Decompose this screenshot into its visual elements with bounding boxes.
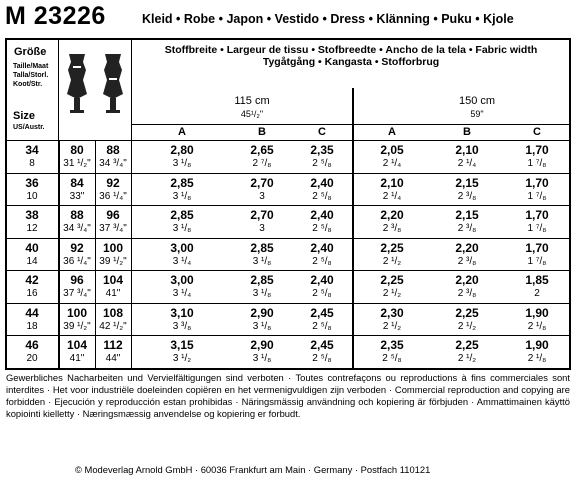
hip-cm: 104 — [102, 273, 124, 287]
yardage-yards: 3 ¹/₈ — [252, 288, 272, 299]
bust-cm: 92 — [70, 240, 84, 255]
col-a-115: A — [178, 126, 186, 138]
yardage-yards: 2 ¹/₄ — [382, 158, 402, 169]
yardage-meters: 2,30 — [380, 305, 404, 320]
cell-divider — [95, 239, 96, 271]
yardage-yards: 1 ⁷/₈ — [527, 255, 547, 267]
yardage-meters: 2,25 — [380, 240, 404, 255]
yardage-yards: 3 ¹/₈ — [252, 320, 272, 332]
bust-inches: 41" — [69, 353, 85, 364]
yardage-meters: 2,40 — [310, 240, 334, 255]
header — [5, 2, 571, 38]
yardage-meters: 2,85 — [170, 208, 194, 222]
size-us: 10 — [26, 190, 38, 202]
yardage-yards: 2 ³/₈ — [457, 288, 477, 299]
bust-inches: 36 ¹/₄" — [63, 255, 91, 267]
hip-cm: 112 — [103, 338, 123, 352]
yardage-meters: 2,80 — [170, 143, 194, 157]
copyright-notice: Gewerbliches Nacharbeiten und Vervielfältigungen sind verboten · Toutes contrefaçons ou reproductions à fins commerciales sont interdites · Het voor industriële doeleinden copiëren en het vermenigvuldigen zijn verboden · Commercial reproduction and copying are forbidden · Ejecución y reproducción estan prohibidas · Näringsmässig användning och kopiering är förbjuden · Ammattimainen käyttö kopiointi kielletty · Næringsmæssig anvendelse og kopiering er forbudt. — [6, 372, 570, 420]
size-eu: 42 — [25, 273, 39, 287]
yardage-yards: 2 ¹/₈ — [527, 353, 547, 364]
yardage-meters: 2,20 — [380, 208, 404, 222]
yardage-yards: 2 ⁵/₈ — [312, 255, 332, 267]
col-a-150: A — [388, 126, 396, 138]
yardage-yards: 1 ⁷/₈ — [527, 158, 547, 169]
hip-cm: 96 — [106, 208, 120, 222]
size-us: 14 — [26, 255, 38, 267]
cell-divider — [95, 174, 96, 206]
yardage-yards: 2 ¹/₂ — [457, 320, 477, 332]
yardage-meters: 2,40 — [310, 208, 334, 222]
size-eu: 40 — [25, 240, 39, 255]
yardage-yards: 2 ⁵/₈ — [312, 288, 332, 299]
yardage-meters: 2,40 — [310, 273, 334, 287]
bust-cm: 100 — [66, 305, 88, 320]
yardage-yards: 3 ³/₈ — [172, 320, 192, 332]
fabric-width-title: Stoffbreite • Largeur de tissu • Stofbreedte • Ancho de la tela • Fabric width Tygåtgång • Kangasta • Stofforbrug — [164, 44, 538, 68]
yardage-yards: 2 ⁵/₈ — [312, 158, 332, 169]
yardage-yards: 2 ¹/₂ — [382, 288, 402, 299]
cell-divider — [59, 174, 60, 206]
yardage-meters: 2,45 — [310, 338, 334, 352]
yardage-meters: 2,20 — [455, 240, 479, 255]
size-eu: 46 — [25, 338, 39, 352]
yardage-meters: 1,85 — [525, 273, 549, 287]
table-row — [7, 140, 569, 172]
yardage-meters: 2,90 — [250, 305, 274, 320]
bust-inches: 37 ³/₄" — [63, 288, 91, 299]
yardage-yards: 2 ¹/₂ — [382, 255, 402, 267]
yardage-yards: 2 ⁵/₈ — [312, 190, 332, 202]
yardage-meters: 3,15 — [170, 338, 194, 352]
table-row — [7, 303, 569, 335]
yardage-meters: 2,40 — [310, 175, 334, 190]
col-b-150: B — [463, 126, 471, 138]
yardage-yards: 3 ¹/₈ — [252, 255, 272, 267]
yardage-yards: 2 ¹/₄ — [457, 158, 477, 169]
header-separator — [131, 124, 571, 125]
hip-cm: 88 — [106, 143, 120, 157]
yardage-yards: 2 ⁵/₈ — [312, 223, 332, 234]
yardage-yards: 3 ¹/₂ — [172, 353, 192, 364]
size-table — [5, 38, 571, 370]
publisher-line: © Modeverlag Arnold GmbH · 60036 Frankfurt am Main · Germany · Postfach 110121 — [75, 464, 431, 475]
size-eu: 44 — [25, 305, 39, 320]
cell-divider — [59, 141, 60, 173]
hip-inches: 36 ¹/₄" — [99, 190, 127, 202]
size-eu: 36 — [25, 175, 39, 190]
yardage-meters: 2,65 — [250, 143, 274, 157]
yardage-meters: 2,15 — [455, 175, 479, 190]
size-us: 12 — [26, 223, 38, 234]
cell-divider — [59, 239, 60, 271]
hip-cm: 100 — [102, 240, 124, 255]
col-c-115: C — [318, 126, 326, 138]
yardage-yards: 3 — [259, 223, 265, 234]
yardage-yards: 3 — [259, 190, 265, 202]
size-label-de: Größe — [14, 46, 47, 58]
yardage-meters: 2,90 — [250, 338, 274, 352]
yardage-yards: 2 ¹/₂ — [457, 353, 477, 364]
yardage-yards: 3 ¹/₈ — [172, 190, 192, 202]
yardage-yards: 2 — [534, 288, 540, 299]
yardage-meters: 1,90 — [525, 338, 549, 352]
cell-divider — [95, 206, 96, 238]
yardage-yards: 1 ⁷/₈ — [527, 190, 547, 202]
yardage-yards: 3 ¹/₄ — [172, 255, 192, 267]
yardage-meters: 2,15 — [455, 208, 479, 222]
bust-inches: 34 ³/₄" — [63, 223, 91, 234]
size-label-us-sub: US/Austr. — [13, 124, 45, 131]
table-row — [7, 270, 569, 302]
table-row — [7, 238, 569, 270]
hip-inches: 44" — [105, 353, 121, 364]
yardage-yards: 2 ³/₈ — [382, 223, 402, 234]
hip-cm: 108 — [102, 305, 124, 320]
yardage-yards: 3 ¹/₈ — [172, 158, 192, 169]
size-label-us: Size — [13, 110, 36, 122]
hip-cm: 92 — [106, 175, 120, 190]
table-row — [7, 205, 569, 237]
yardage-meters: 2,35 — [310, 143, 334, 157]
cell-divider — [59, 206, 60, 238]
cell-divider — [95, 336, 96, 368]
cell-divider — [59, 271, 60, 303]
yardage-yards: 3 ¹/₄ — [172, 288, 192, 299]
yardage-yards: 2 ¹/₈ — [527, 320, 547, 332]
bust-cm: 104 — [66, 338, 88, 352]
yardage-meters: 2,35 — [380, 338, 404, 352]
hip-inches: 34 ³/₄" — [99, 158, 127, 169]
size-eu: 34 — [25, 143, 39, 157]
col-c-150: C — [533, 126, 541, 138]
yardage-meters: 2,20 — [455, 273, 479, 287]
yardage-yards: 3 ¹/₈ — [172, 223, 192, 234]
yardage-yards: 2 ³/₈ — [457, 255, 477, 267]
pattern-code: M 23226 — [5, 2, 106, 30]
yardage-meters: 2,70 — [250, 208, 274, 222]
cell-divider — [95, 141, 96, 173]
bust-inches: 31 ¹/₂" — [63, 158, 91, 169]
cell-divider — [59, 304, 60, 336]
yardage-meters: 1,90 — [525, 305, 549, 320]
width-115-inches: 45¹/₂" — [240, 109, 264, 119]
size-us: 18 — [26, 320, 38, 332]
yardage-meters: 2,85 — [170, 175, 194, 190]
yardage-meters: 2,70 — [250, 175, 274, 190]
yardage-yards: 2 ¹/₂ — [382, 320, 402, 332]
yardage-yards: 2 ⁷/₈ — [252, 158, 272, 169]
cell-divider — [95, 271, 96, 303]
size-label-sub: Taille/Maat Talla/Storl. Koot/Str. — [13, 63, 49, 88]
yardage-yards: 2 ³/₈ — [457, 223, 477, 234]
cell-divider — [95, 304, 96, 336]
table-row — [7, 335, 569, 367]
yardage-meters: 1,70 — [525, 208, 549, 222]
yardage-meters: 2,85 — [250, 240, 274, 255]
width-150-inches: 59" — [470, 109, 484, 119]
yardage-meters: 2,25 — [455, 305, 479, 320]
yardage-yards: 3 ¹/₈ — [252, 353, 272, 364]
yardage-meters: 1,70 — [525, 175, 549, 190]
cell-divider — [59, 336, 60, 368]
hip-inches: 42 ¹/₂" — [99, 320, 127, 332]
yardage-meters: 2,85 — [250, 273, 274, 287]
body-figures — [59, 40, 131, 140]
yardage-meters: 1,70 — [525, 143, 549, 157]
hip-inches: 41" — [105, 288, 121, 299]
yardage-yards: 1 ⁷/₈ — [527, 223, 547, 234]
yardage-meters: 2,25 — [380, 273, 404, 287]
body-figures-icon — [59, 48, 131, 118]
bust-cm: 80 — [70, 143, 84, 157]
bust-cm: 84 — [70, 175, 84, 190]
width-115: 115 cm — [234, 95, 270, 107]
yardage-yards: 2 ¹/₄ — [382, 190, 402, 202]
yardage-meters: 2,10 — [380, 175, 404, 190]
yardage-meters: 2,05 — [380, 143, 404, 157]
hip-inches: 37 ³/₄" — [99, 223, 127, 234]
size-eu: 38 — [25, 208, 39, 222]
yardage-yards: 2 ⁵/₈ — [312, 353, 332, 364]
col-b-115: B — [258, 126, 266, 138]
yardage-meters: 3,10 — [170, 305, 194, 320]
table-row — [7, 173, 569, 205]
yardage-yards: 2 ³/₈ — [457, 190, 477, 202]
bust-inches: 33" — [69, 190, 85, 202]
bust-cm: 88 — [70, 208, 84, 222]
garment-names: Kleid • Robe • Japon • Vestido • Dress • Klänning • Puku • Kjole — [142, 12, 514, 26]
yardage-meters: 1,70 — [525, 240, 549, 255]
bust-inches: 39 ¹/₂" — [63, 320, 91, 332]
yardage-meters: 2,10 — [455, 143, 479, 157]
yardage-yards: 2 ⁵/₈ — [382, 353, 402, 364]
bust-cm: 96 — [70, 273, 84, 287]
size-us: 20 — [26, 353, 38, 364]
width-150: 150 cm — [458, 95, 496, 107]
yardage-meters: 2,45 — [310, 305, 334, 320]
yardage-meters: 3,00 — [170, 240, 194, 255]
hip-inches: 39 ¹/₂" — [99, 255, 127, 267]
size-us: 16 — [26, 288, 38, 299]
size-us: 8 — [29, 158, 35, 169]
yardage-meters: 2,25 — [455, 338, 479, 352]
yardage-meters: 3,00 — [170, 273, 194, 287]
yardage-yards: 2 ⁵/₈ — [312, 320, 332, 332]
